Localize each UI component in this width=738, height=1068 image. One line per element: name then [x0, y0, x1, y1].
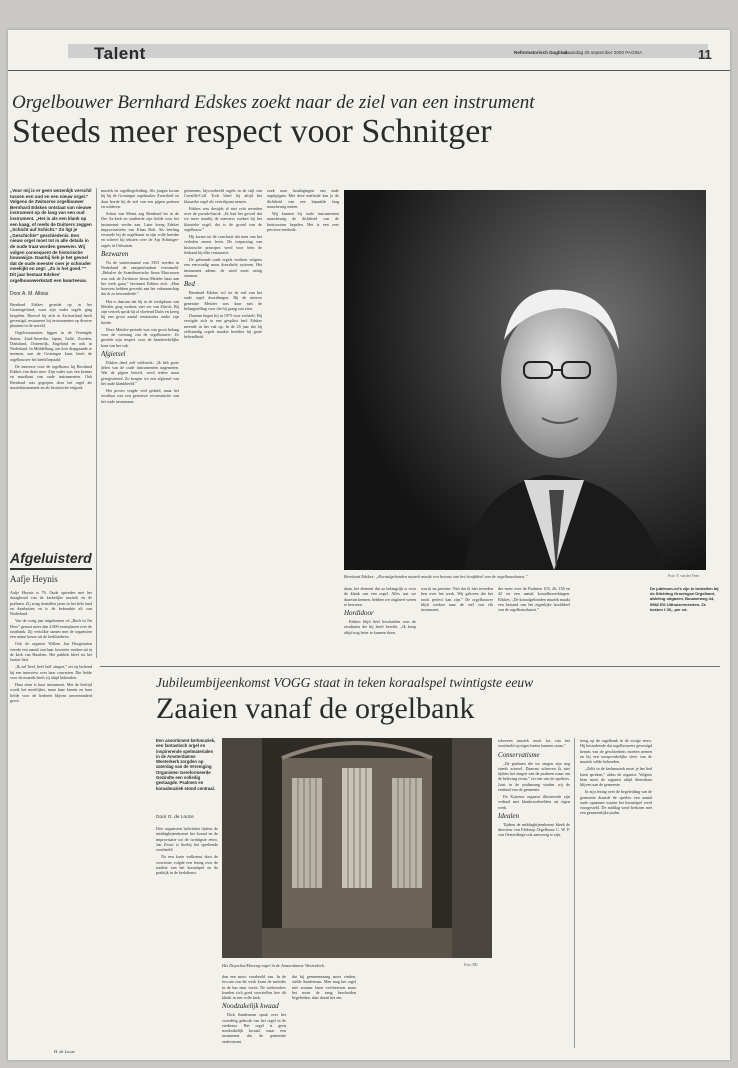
article2-paragraph: „Zelfs in de kerkmuziek moet je het lied laten spreken,” aldus de organist. Volgens hem moet de organist altijd dienstbaar blijven aan de gemeente. — [580, 766, 652, 787]
article2-paragraph: schreven muziek moet los van het voorbeeld op eigen benen kunnen staan.” — [498, 738, 570, 749]
column-title-rule — [10, 568, 92, 570]
article1-column-3 — [184, 188, 262, 618]
column-paragraph: Ook de organist Willem Jan Hoogstraten voerde een aantal van haar favoriete werken uit in de kerk van Haarlem. Het publiek bleef tot het laatste lied. — [10, 641, 92, 662]
article2-paragraph: „De psalmen die we zingen zijn nog steeds actueel. Daarom schreven ik niet tijdens het zingen van de psalmen maar om de beleving ervan,” zei een van de sprekers. Juist in de psalmzang vinden wij de eenheid van de gemeente. — [498, 760, 570, 792]
article1-paragraph: gesteunen, bijvoorbeeld orgels in de stijl van Cavaillé-Coll. Toch bleef hij altijd het klassieke orgel als vertrekpunt nemen. — [184, 188, 262, 204]
article2-column-4 — [498, 738, 570, 1048]
article1-paragraph: Het proces vergde veel geduld, maar het resultaat was een getrouwe reconstructie van het oude instrument. — [101, 388, 179, 404]
column-body — [10, 590, 92, 1045]
article1-paragraph: Het is daarom dat hij in de werkplaats van Metzler ging werken, niet ver van Zürich. Bij zijn vertrek sprak hij al vloeiend Duits en kreeg hij een groot aantal restauraties onder zijn hoede. — [101, 298, 179, 325]
order-info-box: De jubileum-cd's zijn te bestellen bij de Stichting Groningse Orgelland, afdeling uitgaven, Bouwerweg 44, 9982 EG Uithuizermeeden. Ze kosten f 35,- per cd. — [650, 586, 719, 612]
page-header — [8, 30, 730, 74]
article2-headline: Zaaien vanaf de orgelbank — [156, 692, 475, 725]
article1-kicker: Orgelbouwer Bernhard Edskes zoekt naar de ziel van een instrument — [12, 92, 535, 113]
article2-column-3 — [292, 974, 356, 1050]
article1-paragraph: wat ik nu presteer. Niet dat ik niet tevreden ben over het werk. Wij geloven dat het nooit perfect kan zijn.” De orgelbouwer blijft zoeken naar de ziel van elk instrument. — [421, 586, 493, 612]
subheading-noodzakelijk: Noodzakelijk kwaad — [222, 1002, 279, 1011]
article1-paragraph: zoek naar houtlagingen van oude orgelpijpen. Met deze methode kan je de dichtheid van een bepaalde laag nauwkeurig meten. — [267, 188, 339, 209]
column-paragraph: „Ik zal 'heel, heel luid' zingen,” zei zij lachend bij een interview over haar concerten. Die liefde voor de muziek heeft zij altijd behouden. — [10, 664, 92, 680]
header-rule — [8, 70, 730, 71]
subheading-hordidoor: Hordidoor — [344, 609, 374, 617]
article2-paragraph: terug op de orgelbank in de vorige eeuw. Hij bestudeerde dat orgelbouwers gevestigd kennis van de geschiedenis moeten nemen en hij een oorspronkelijke sfeer van de muziek wilde behouden. — [580, 738, 652, 764]
column-paragraph: Aafje Heynis is 76. Oude optreden met het draagkruid van de kerkelijke muziek en de psalmen. Zij zong tientallen jaren in het hele land en daarbuiten en is de bekendste alt van Nederland. — [10, 590, 92, 616]
issue-date: maandag 25 september 2000 PAGINA — [564, 50, 643, 55]
column-paragraph: Haar stem is haar instrument. Met de leeftijd wordt het moeilijker, maar haar kennis en haar liefde voor de liederen blijven onverminderd groot. — [10, 682, 92, 703]
article2-paragraph: Tijdens de middagbijeenkomst bleek de directeur van Elektrop Orgelbouw C. W. P. van Oesterdhege ook aanwezig te zijn. — [498, 821, 570, 838]
article1-column-5 — [344, 586, 416, 662]
article2-column-5 — [580, 738, 652, 1048]
article1-column-6 — [421, 586, 493, 662]
article1-paragraph: der meer over de Psalmen 103, 26, 150 en 42 en een aantal koraalbewerkingen. Edskes: „De koraalgebonden muziek maakt een bestand van het eigenlijke hoofddeel van de orgelbouwkunst.” — [498, 586, 570, 612]
article1-paragraph: De interesse voor de orgelbouw bij Bernhard Edskes van thuis mee. Zijn vader was een kenner en muzikant van oude instrumenten. Ook Bernhard was gegrepen door het orgel als muziekinstrument en als historische erfgoed. — [10, 363, 92, 390]
portrait-credit: Foto: Y. van der Veen — [668, 574, 699, 578]
column-paragraph: Van de vorig jaar uitgekomen cd „Bach ist Ihr Herz” genoot meer dan 4.000 exemplaren over de toonbank. Zij vertolkte samen met de organisten een ruime keuze uit de kerkliederen. — [10, 618, 92, 639]
subheading-afgietsel: Afgietsel — [101, 349, 126, 358]
portrait-photo — [344, 190, 706, 570]
article1-column-2 — [101, 188, 179, 618]
article2-column-1 — [156, 826, 218, 1048]
subheading-idealen: Idealen — [498, 811, 519, 820]
article2-paragraph: Drie organisten belichtten tijdens de middagbijeenkomst het koraal en de improvisatie uit de twintigste eeuw. Jan Zwart is hierbij het sprekende voorbeeld. — [156, 826, 218, 852]
organ-credit: Foto: RD — [464, 963, 478, 967]
subheading-conservatisme: Conservatisme — [498, 750, 540, 759]
page-number: 11 — [698, 47, 712, 62]
subheading-bezwaren: Bezwaren — [101, 249, 129, 258]
article1-paragraph: Edskes was destijds al niet echt tevreden over de pseudo-barok. „Ik had het gevoel dat we meer naarbij de meesters zoeken bij het klassieke orgel, dat is de grond van de orgelbouw.” — [184, 205, 262, 232]
article1-byline: Door A. M. Albias — [10, 291, 49, 297]
article1-column-1 — [10, 302, 92, 542]
column-rule — [574, 738, 575, 1048]
article2-paragraph: In zijn lezing over de begeleiding van de gemeente draaide de spreker een aantal oude opnamen waarin het koraalspel werd voorgesteld. De middag werd besloten met een gezamenlijke psalm. — [580, 789, 652, 816]
section-title: Talent — [94, 44, 146, 63]
article2-paragraph: Na een korte welkomst door de voorzitter volgde een lezing over de traditie van het koraalspel en de praktijk in de kerkdienst. — [156, 854, 218, 875]
article1-paragraph: muziek en orgelbegeleiding. Als jongen kwam hij bij de Groningse orgelmaker Zwarthoff en daar leerde hij de ziel van een pijpen poetsen en solderen. — [101, 188, 179, 209]
article-divider — [100, 666, 720, 667]
article1-column-7 — [498, 586, 570, 662]
article1-paragraph: Edskes blijft heel bescheiden over de resultaten die hij heeft bereikt. „Ik hoop altijd nog beter te kunnen doen. — [344, 619, 416, 635]
article1-paragraph: Wij kunnen bij oude instrumenten nauwkeurig de dichtheid van de houtsoorten bepalen. Het is een zeer precieze methode. — [267, 211, 339, 232]
article2-paragraph: Dick Sanderman sprak over het voordelig gebruik van het orgel in de eredienst. Het orgel is geen noodzakelijk kwaad, maar een instrument dat de gemeente ondersteunt. — [222, 1012, 286, 1044]
article1-paragraph: Daarom begon hij in 1975 voor zichzelf. Hij vestigde zich in een gesplitst bed. Edskes meende in het vak op. In de 25 jaar dat hij zelfstandig orgels maakte bereikte hij grote bekendheid. — [184, 313, 262, 339]
article2-lead: Een assortiment kerkmuziek, een fantastisch orgel en inspirerende spelmaterialen in de Amsterdamse Westerkerk zorgden op zaterdag van de Vereniging Organisten Gereformeerde Gezindte een volledig geslaagde. Psalmen en koraalmuziek stond centraal. — [156, 738, 216, 791]
column-signature: H. de Looze — [54, 1049, 76, 1054]
article2-paragraph: dat bij gemeentezang moet vinden, stelde Sanderman. Men mag het orgel niet zomaar laten overheersen maar het moet de zang bescheiden begeleiden, daar draait het om. — [292, 974, 356, 1000]
article1-paragraph: Bernhard Edskes vol tot de ziel van het oude orgel doordringen. Bij de nieuwe generatie Metzler was daar niet de belangstelling voor die hij graag zou zien. — [184, 290, 262, 311]
article2-paragraph: De Kijsense organist illustreerde zijn verhaal met klankvoorbeelden uit eigen werk. — [498, 794, 570, 810]
organ-photo — [222, 738, 492, 958]
article1-lead: „Voor mij is er geen wezenlijk verschil tussen een oud en een nieuw orgel.” Volgens de Zwitserse orgelbouwer Bernhard Edskes ontstaat van nieuwe instrument op de lang van een oud instrument. „Het is als een klank op een kaag, of reeds de Duitsers zeggen „Schicht auf Schicht.” Zo ligt je „Geschichte” geschiedenis. Een nieuw orgel moet tot in alle details in de oude traat worden geweven. Wij volgen consequent de historische bouwwijze. Daarbij heb je het gevoel dat de oude meester over je schouder meekijkt en zegt: „Zo is het goed.”” Dit jaar bestaat Edskes' orgelbouwwerkstatt een kwarteeuw. — [10, 188, 92, 283]
subheading-bed: Bed — [184, 280, 195, 288]
article1-column-4 — [267, 188, 339, 658]
article1-paragraph: Schon van Meent zag Bernhard les in de Der Aa-kerk en studeerde zijn liefde voor het instrument verder aan. Later kreeg Edskes improvisatieles van Klaas Bolt. Als leerling ervaarde hij de orgelkunst in zijn volle breedte en schreef hij teksten over de Arp Schnitger-orgels in Uithuizen. — [101, 211, 179, 248]
portrait-illustration — [344, 190, 706, 570]
article2-kicker: Jubileumbijeenkomst VOGG staat in teken koraalspel twintigste eeuw — [156, 675, 534, 690]
article1-paragraph: De gebrande oude orgels werkten volgens een eenvoudig maar doordacht systeem. Het instrument ademt, de wind moet rustig stromen. — [184, 257, 262, 278]
article2-paragraph: dan een mooi voorbeeld van. In de toccata van dit werk komt de melodie in de bas naar voren. De toehoorders konden zich goed voorstellen hoe dit klinkt in een volle kerk. — [222, 974, 286, 1000]
article1-paragraph: Orgelrestauraties liggen in de Verenigde Staten, Zuid-Amerika, Japan, Italië, Zweden, Duitsland, Oostenrijk, Engeland en ook in Nederland. In Middelburg, om kort diepgaande te noemen, aan de Groningse kant, heeft de orgelbouwer het beeld bepaald. — [10, 330, 92, 362]
newspaper-name: Reformatorisch Dagblad — [514, 50, 568, 55]
article1-paragraph: Na de wintermaand van 1953 werden in Nederland de rampenfondsen verzameld. „Behalve de Scandinavische firma Marcussen was ook de Zwitserse firma Metzler baas aan het werk gaan,” herinnert Edskes zich. „Hun bouwers hebben gewerkt aan het vakmanschap dat ik zo bewonderde.” — [101, 259, 179, 297]
article1-paragraph: Hij kwam tot de conclusie dat men van het verleden moest leren. De toepassing van historische principes werd voor hem de leidraad bij elke restauratie. — [184, 234, 262, 255]
column-rule — [96, 188, 97, 658]
portrait-caption: Bernhard Edskes: „Koraalgebonden muziek maakt een bewust van het hoofddeel van de orgelbouwkunst.” — [344, 574, 528, 579]
article1-paragraph: Deze Metzler-periode was van groot belang voor de vorming van de orgelbouwer. Zo groeide zijn respect voor de handwerkelijke kant van het vak. — [101, 326, 179, 348]
article1-paragraph: Bernhard Edskes groeide op in het Groningerland, waar zijn vader orgels ging bespelen. Hoewel hij zich in Zwitserland heeft gevestigd, restaureert hij instrumenten op diverse plaatsen in de wereld. — [10, 302, 92, 328]
article2-column-2 — [222, 974, 286, 1050]
article1-paragraph: Edskes deed zelf veldwerk: „Ik heb grote delen van de oude instrumenten nagemeten. Wat de pijpen betreft, werd iedere maat geregistreerd. Zo kregen we een afgietsel van het oude klankbeeld.” — [101, 359, 179, 386]
article2-byline: Door G. de Looze — [156, 815, 194, 820]
newspaper-page — [8, 30, 730, 1060]
organ-caption: Het Duyschot/Hoveng-orgel in de Amsterdamse Westerkerk. — [222, 963, 326, 968]
column-author: Aafje Heynis — [10, 574, 58, 584]
article1-paragraph: daan, het element dat zo belangrijk is voor de klank van een orgel. Alles wat we daarvan kennen, hebben we origineel weten te bewaren. — [344, 586, 416, 607]
column-title: Afgeluisterd — [10, 550, 92, 566]
organ-illustration — [222, 738, 492, 958]
article1-headline: Steeds meer respect voor Schnitger — [12, 113, 492, 150]
